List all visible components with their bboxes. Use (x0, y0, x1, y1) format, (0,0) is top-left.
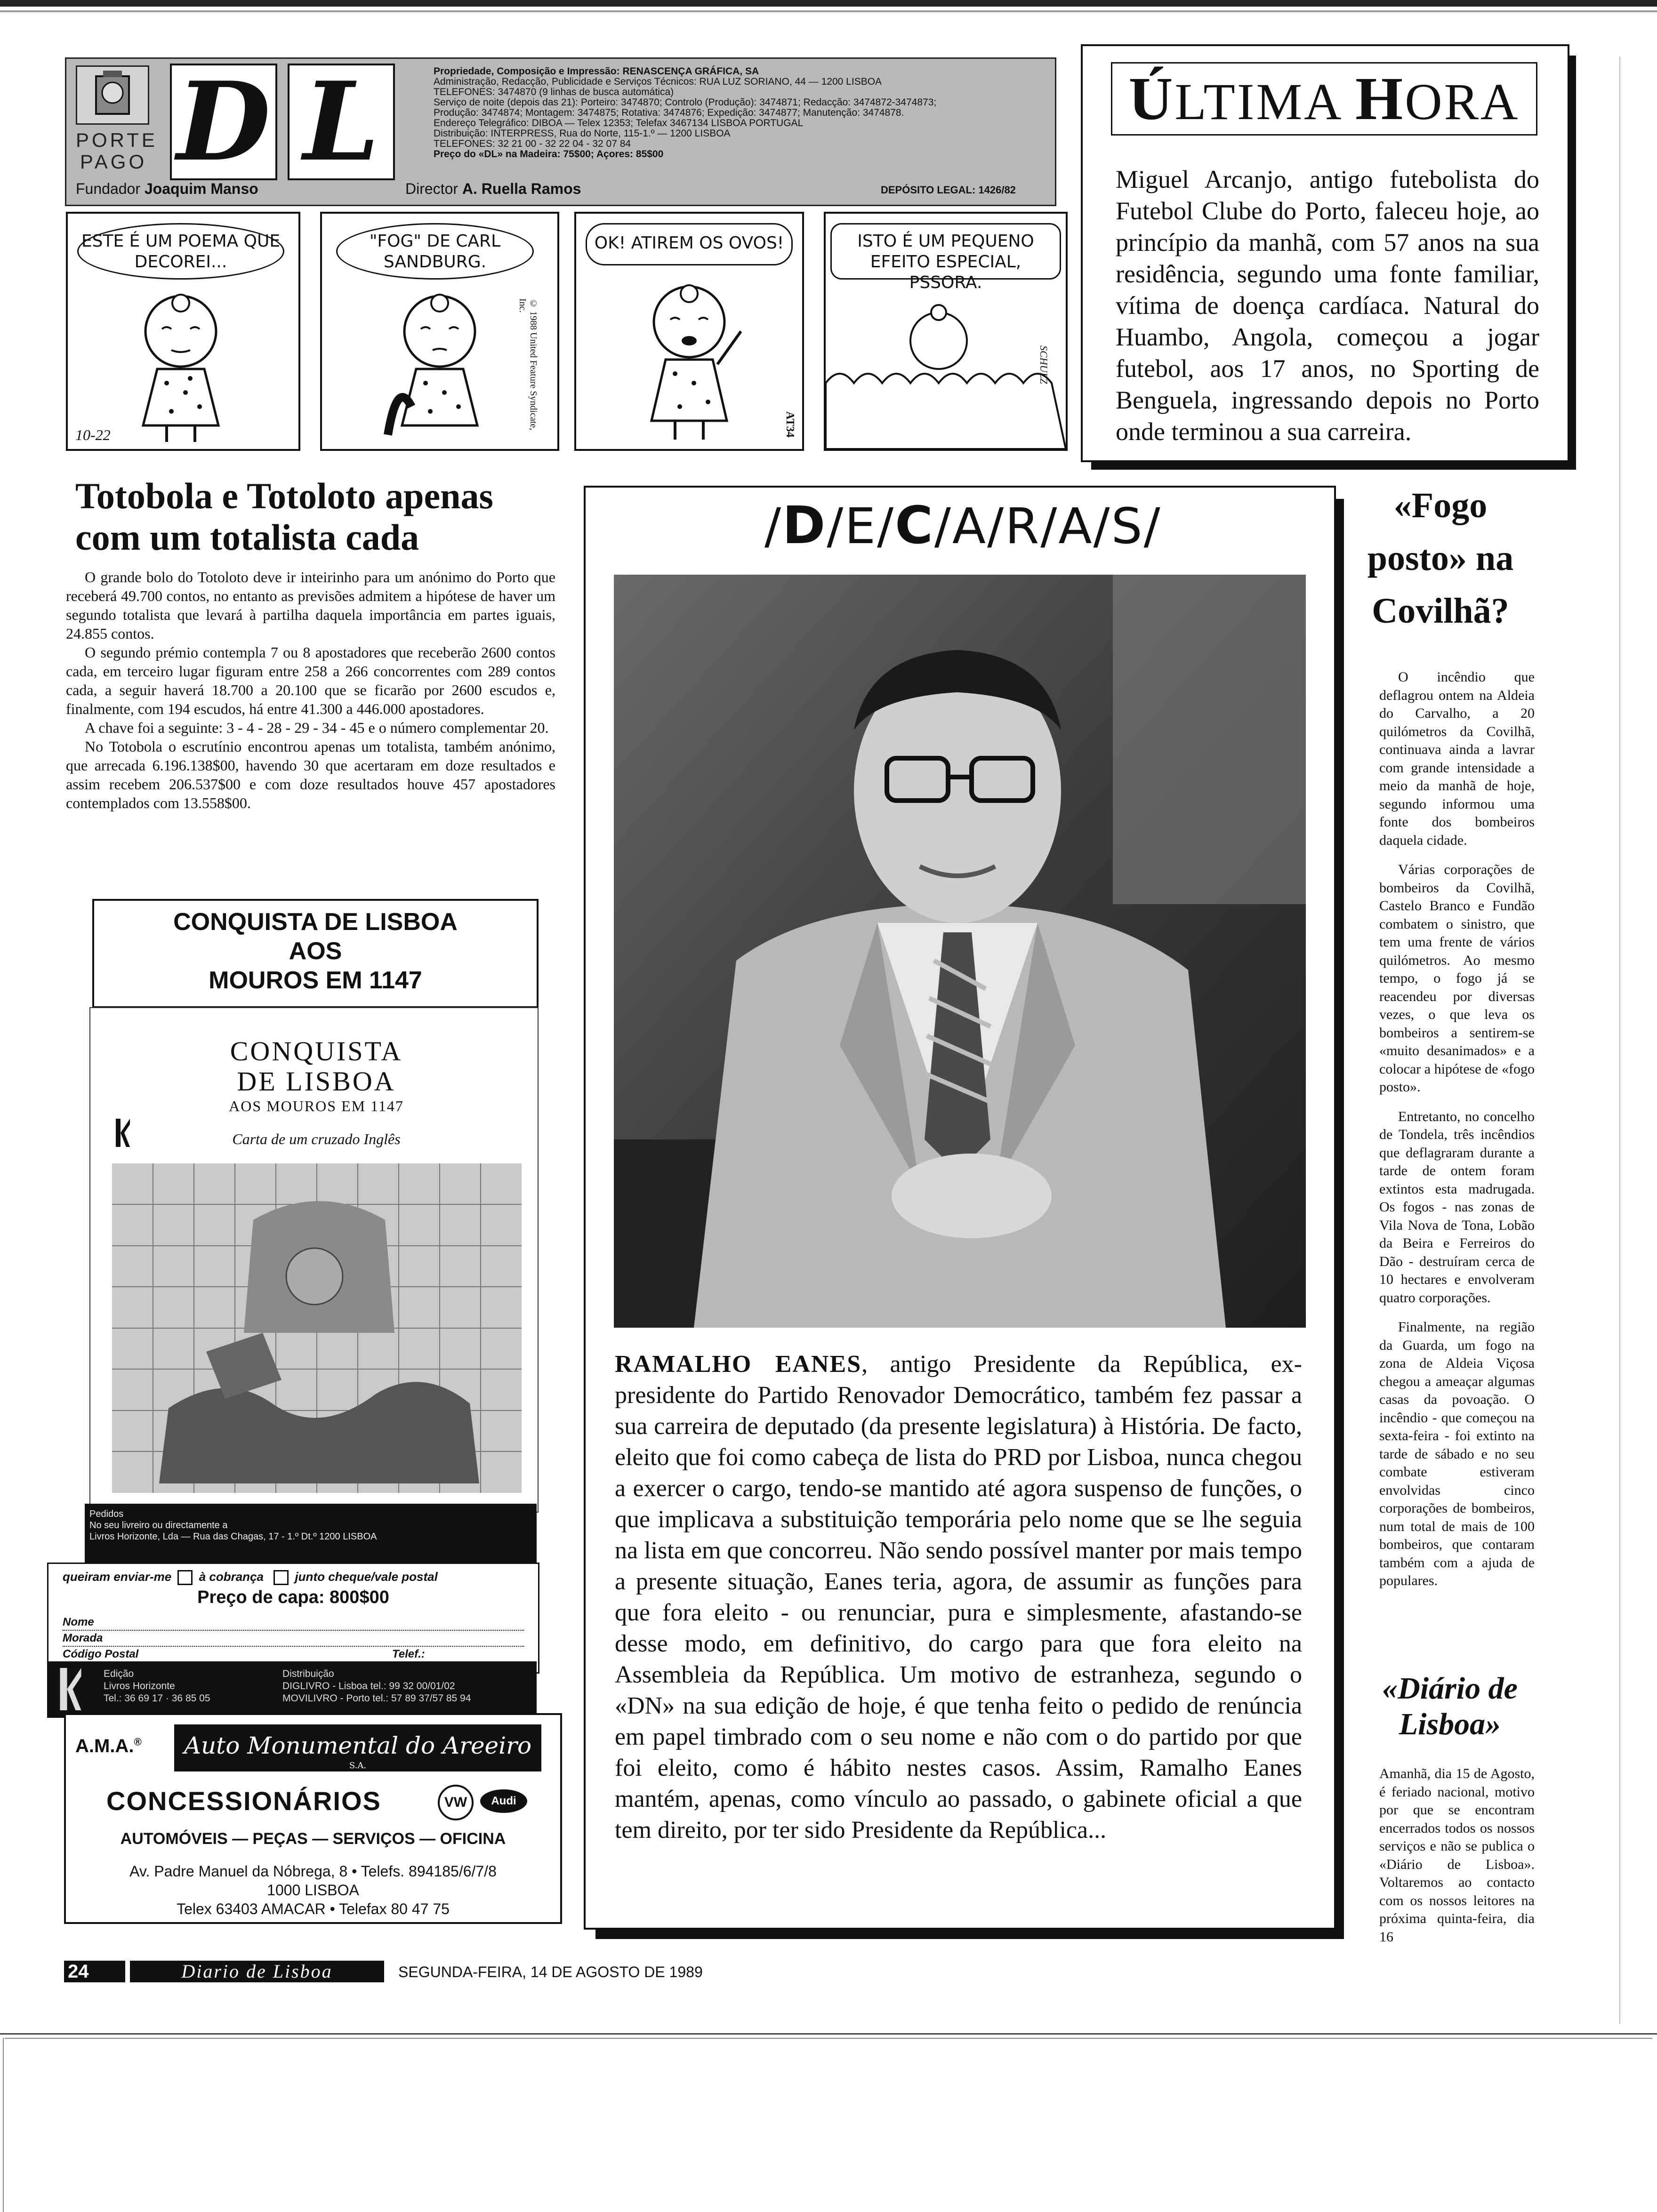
scan-bottom-border (0, 2033, 1657, 2035)
article-paragraph: A chave foi a seguinte: 3 - 4 - 28 - 29 - 34 - 45 e o número complementar 20. (85, 719, 549, 736)
dist-label: Distribuição (282, 1668, 334, 1679)
footer-date: SEGUNDA-FEIRA, 14 DE AGOSTO DE 1989 (398, 1964, 703, 1980)
director (405, 180, 581, 198)
page-number: 24 (64, 1961, 125, 1982)
de-caras-title (764, 497, 1188, 553)
conquista-ad-headline (92, 899, 539, 1008)
ad-headline-line: MOUROS EM 1147 (209, 967, 422, 994)
comic-signature: SCHULZ (1038, 345, 1050, 384)
speech-bubble: ISTO É UM PEQUENO EFEITO ESPECIAL, PSSORA. (830, 223, 1061, 280)
comic-panel-2 (320, 212, 559, 451)
totobola-headline: Totobola e Totoloto apenas com um totalista cada (75, 475, 493, 558)
deposito-legal: DEPÓSITO LEGAL: 1426/82 (881, 184, 1016, 196)
ama-address-line: 1000 LISBOA (267, 1882, 359, 1899)
comic-copyright: © 1988 United Feature Syndicate, Inc. (517, 298, 539, 431)
ad-distribution (47, 1661, 537, 1718)
cheque-label: junto cheque/vale postal (295, 1570, 438, 1584)
morada-label: Morada (63, 1632, 103, 1644)
sally-character-icon (623, 270, 755, 444)
ultima-hora-title-part: ORA (1405, 73, 1520, 130)
vw-logo-icon: VW (438, 1785, 474, 1820)
comic-panel-3 (574, 212, 804, 451)
ultima-hora-initial-u: Ú (1128, 65, 1175, 133)
speech-bubble: OK! ATIREM OS OVOS! (586, 223, 793, 265)
masthead-info-line: Endereço Telegráfico: DIBOA — Telex 12353; Telefax 3467134 LISBOA PORTUGAL (434, 118, 804, 128)
diario-note-headline: «Diário de Lisboa» (1382, 1671, 1518, 1741)
masthead-info-line: Serviço de noite (depois das 21): Porteiro: 3474870; Controlo (Produção): 3474871; Redacção: 3474872-3474873; (434, 97, 937, 108)
article-paragraph: Entretanto, no concelho de Tondela, três incêndios que deflagraram durante a tarde de ontem foram extintos esta madrugada. Os fogos - nas zonas de Vila Nova de Tona, Lobão da Beira e Ferreiros do Dão - destruíram cerca de 10 hectares e envolveram quatro corporações. (1379, 1108, 1535, 1306)
masthead-info-line: Preço do «DL» na Madeira: 75$00; Açores: 85$00 (434, 149, 664, 160)
ad-headline-line: CONQUISTA DE LISBOA (173, 908, 458, 936)
book-cover-tagline: Carta de um cruzado Inglês (232, 1130, 401, 1147)
telef-label: Telef.: (392, 1648, 425, 1660)
book-cover (89, 1007, 539, 1513)
comic-strip (66, 212, 1064, 457)
form-intro: queiram enviar-me (63, 1570, 172, 1584)
ama-services: AUTOMÓVEIS — PEÇAS — SERVIÇOS — OFICINA (120, 1830, 506, 1848)
masthead-info-line: Propriedade, Composição e Impressão: RENASCENÇA GRÁFICA, SA (434, 66, 759, 77)
dist-line: MOVILIVRO - Porto tel.: 57 89 37/57 85 94 (282, 1693, 471, 1704)
article-paragraph: O incêndio que deflagrou ontem na Aldeia do Carvalho, a 20 quilómetros da Covilhã, continuava ainda a lavrar com grande intensidade a meio da manhã de hoje, segundo informou uma fonte dos bombeiros daquela cidade. (1379, 669, 1535, 848)
order-form (47, 1563, 539, 1674)
article-paragraph: O grande bolo do Totoloto deve ir inteirinho para um anónimo do Porto que receberá 49.700 contos, no entanto as previsões admitem a hipótese de haver um segundo totalista que levará à partilha daquela importância em partes iguais, 24.855 contos. (66, 569, 555, 642)
cheque-checkbox[interactable] (273, 1570, 289, 1585)
comic-artist-mark: AT34 (784, 411, 796, 438)
ultima-hora-text: Miguel Arcanjo, antigo futebolista do Futebol Clube do Porto, faleceu hoje, ao princípio da manhã, com 57 anos na sua residência, segundo uma fonte familiar, vítima de doença cardíaca. Natural do Huambo, Angola, começou a jogar futebol, aos 17 anos, no Sporting de Benguela, ingressando depois no Porto onde terminou a sua carreira. (1116, 165, 1539, 446)
cobranca-checkbox[interactable] (177, 1570, 193, 1585)
masthead-info-line: TELEFONES: 32 21 00 - 32 22 04 - 32 07 84 (434, 138, 631, 149)
coat-of-arms-icon (76, 65, 149, 125)
page-footer (64, 1961, 723, 1984)
de-caras-body: , antigo Presidente da República, ex-presidente do Partido Renovador Democrático, também fez passar a sua carreira de deputado (da presente legislatura) à História. De facto, eleito que foi como cabeça de lista do PRD por Lisboa, nunca chegou a exercer o cargo, tendo-se mantido até agora suspenso de funções, o que implicava a substituição temporária pelo nome que se lhe seguia na lista em que concorreu. Não sendo possível manter por mais tempo a presente situação, Eanes teria, agora, de assumir as funções para que fora eleito - ou renunciar, pura e simplesmente, afastando-se desse modo, em definitivo, do cargo para que fora eleito na Assembleia da República. Um motivo de estranheza, segundo o «DN» na sua edição de hoje, é que tenha feito o pedido de renúncia em papel timbrado com o seu nome e não com o do partido por que foi eleito, como é hábito nestes casos. Assim, Ramalho Eanes mantém, apenas, como vínculo ao passado, o gabinete oficial a que tem direito, por ter sido Presidente da República... (615, 1351, 1302, 1843)
masthead-info-line: Produção: 3474874; Montagem: 3474875; Rotativa: 3474876; Expedição: 3474877; Manutenção: 3474878. (434, 107, 904, 118)
scan-left-edge (3, 2038, 4, 2212)
masthead-info-line: Administração, Redacção, Publicidade e Serviços Técnicos: RUA LUZ SORIANO, 44 — 1200 LISBOA (434, 76, 882, 87)
ad-headline-line: AOS (289, 938, 342, 965)
director-name: A. Ruella Ramos (462, 180, 581, 197)
ama-address (66, 1862, 560, 1918)
speech-bubble: ESTE É UM POEMA QUE DECOREI... (77, 223, 284, 280)
footer-logo: Diario de Lisboa (130, 1961, 384, 1982)
totobola-article (66, 568, 555, 812)
codigo-postal-field[interactable] (63, 1647, 524, 1663)
sally-character-icon (378, 284, 501, 444)
ama-label: A.M.A. (75, 1736, 134, 1756)
order-form-options (63, 1570, 438, 1585)
scan-right-edge (1619, 56, 1620, 2024)
book-cover-title (90, 1036, 542, 1097)
ultima-hora-initial-h: H (1355, 65, 1405, 133)
masthead-info (434, 66, 1046, 160)
sally-character-icon (120, 284, 242, 444)
ramalho-eanes-photo (614, 575, 1306, 1328)
ama-script-name: Auto Monumental do Areeiro (184, 1732, 532, 1759)
comic-panel-1 (66, 212, 300, 451)
distribuicao-block (282, 1668, 532, 1705)
pedidos-line: Livros Horizonte, Lda — Rua das Chagas, 17 - 1.º Dt.º 1200 LISBOA (89, 1531, 377, 1542)
title-initial-d: D (782, 495, 827, 555)
logo-letter-d: D (170, 64, 277, 180)
ultima-hora-title (1111, 62, 1537, 136)
pedidos-line: Pedidos (89, 1509, 124, 1519)
diario-note-article (1379, 1765, 1535, 1946)
scan-bottom-border-thin (5, 2038, 1652, 2039)
comic-date-mark: 10-22 (75, 426, 111, 443)
article-paragraph: Amanhã, dia 15 de Agosto, é feriado nacional, motivo por que se encontram encerrados todos os nossos serviços e não se publica o «Diário de Lisboa». Voltaremos ao contacto com os nossos leitores na próxima quinta-feira, dia 16 (1379, 1766, 1535, 1945)
title-initial-c: C (895, 495, 934, 555)
masthead (65, 57, 1056, 206)
title-part: /E/ (827, 497, 895, 555)
founder (76, 180, 258, 198)
codigo-label: Código Postal (63, 1648, 139, 1660)
masthead-info-line: Distribuição: INTERPRESS, Rua do Norte, 115-1.º — 1200 LISBOA (434, 128, 731, 139)
fog-cloud-icon (826, 289, 1066, 449)
publisher-logo-icon (56, 1668, 85, 1710)
nome-field[interactable] (63, 1615, 524, 1631)
lead-name: RAMALHO EANES (615, 1351, 862, 1378)
pedidos-line: No seu livreiro ou directamente a (89, 1520, 228, 1531)
article-paragraph: Várias corporações de bombeiros da Covilhã, Castelo Branco e Fundão combatem o sinistro, que tem uma frente de vários quilómetros. Ao mesmo tempo, o fogo já se reacendeu por diversas vezes, o que leva os bombeiros a sentirem-se «muito desanimados» e a colocar a hipótese de «fogo posto». (1379, 862, 1535, 1095)
cobranca-label: à cobrança (199, 1570, 264, 1584)
masthead-info-line: TELEFONES: 3474870 (9 linhas de busca automática) (434, 87, 674, 97)
scan-top-border-thin (0, 10, 1657, 12)
ama-sa: S.A. (349, 1761, 367, 1771)
scan-top-border (0, 0, 1657, 7)
de-caras-box (584, 486, 1336, 1930)
article-paragraph: O segundo prémio contempla 7 ou 8 apostadores que receberão 2600 contos cada, em terceiro lugar figuram entre 258 a 266 concorrentes com 289 contos cada, a seguir haverá 18.700 a 20.100 que se ficarão por 2600 escudos e, finalmente, com 194 escudos, há entre 41.300 a 446.000 apostadores. (66, 644, 555, 717)
ama-brand (75, 1736, 142, 1757)
ultima-hora-title-part: LTIMA (1174, 73, 1356, 130)
audi-logo-icon: Audi (480, 1789, 527, 1813)
porte-pago-label: PORTE PAGO (76, 129, 158, 173)
edicao-name: Livros Horizonte (104, 1681, 175, 1691)
ama-script-banner (174, 1724, 541, 1771)
ama-registered: ® (134, 1736, 142, 1748)
speech-bubble: "FOG" DE CARL SANDBURG. (336, 223, 534, 280)
logo-letter-l: L (288, 64, 395, 180)
book-cover-subtitle: AOS MOUROS EM 1147 (229, 1098, 404, 1114)
ultima-hora-box (1081, 44, 1569, 462)
comic-panel-4 (824, 212, 1068, 451)
nome-label: Nome (63, 1616, 94, 1628)
title-part: /A/R/A/S/ (934, 497, 1162, 555)
morada-field[interactable] (63, 1631, 524, 1647)
conquista-ad (63, 1007, 537, 1704)
director-label: Director (405, 180, 458, 197)
title-part: / (764, 497, 783, 555)
ama-concessionarios: CONCESSIONÁRIOS (106, 1786, 381, 1816)
ad-price: Preço de capa: 800$00 (197, 1587, 389, 1607)
book-title-line: CONQUISTA (230, 1036, 403, 1066)
fogo-article (1379, 668, 1535, 1602)
fogo-headline: «Fogo posto» na Covilhã? (1367, 486, 1514, 631)
dist-line: DIGLIVRO - Lisboa tel.: 99 32 00/01/02 (282, 1681, 455, 1691)
order-form-fields (63, 1615, 524, 1663)
edicao-tel: Tel.: 36 69 17 · 36 85 05 (104, 1693, 210, 1704)
founder-label: Fundador (76, 180, 140, 197)
article-paragraph: Finalmente, na região da Guarda, um fogo na zona de Aldeia Viçosa chegou a ameaçar algumas casas da povoação. O incêndio - que começou na sexta-feira - foi extinto na tarde de sábado e no seu combate estiveram envolvidas cinco corporações de bombeiros, num total de mais de 100 bombeiros, que contaram também com a ajuda de populares. (1379, 1319, 1535, 1588)
founder-name: Joaquim Manso (144, 180, 258, 197)
edicao-label: Edição (104, 1668, 134, 1679)
azulejo-illustration (112, 1163, 522, 1493)
publisher-logo-icon (116, 1119, 130, 1147)
de-caras-text (615, 1349, 1302, 1846)
edicao-block (104, 1668, 282, 1705)
ama-address-line: Telex 63403 AMACAR • Telefax 80 47 75 (177, 1900, 450, 1917)
book-title-line: DE LISBOA (237, 1066, 396, 1097)
article-paragraph: No Totobola o escrutínio encontrou apenas um totalista, também anónimo, que arrecada 6.196.138$00, havendo 30 que acertaram em doze resultados e assim recebem 206.537$00 e com doze resultados houve 457 apostadores contemplados com 13.558$00. (66, 738, 555, 811)
ad-pedidos (85, 1504, 537, 1563)
ama-address-line: Av. Padre Manuel da Nóbrega, 8 • Telefs. 894185/6/7/8 (129, 1863, 497, 1880)
ama-ad (64, 1713, 562, 1924)
